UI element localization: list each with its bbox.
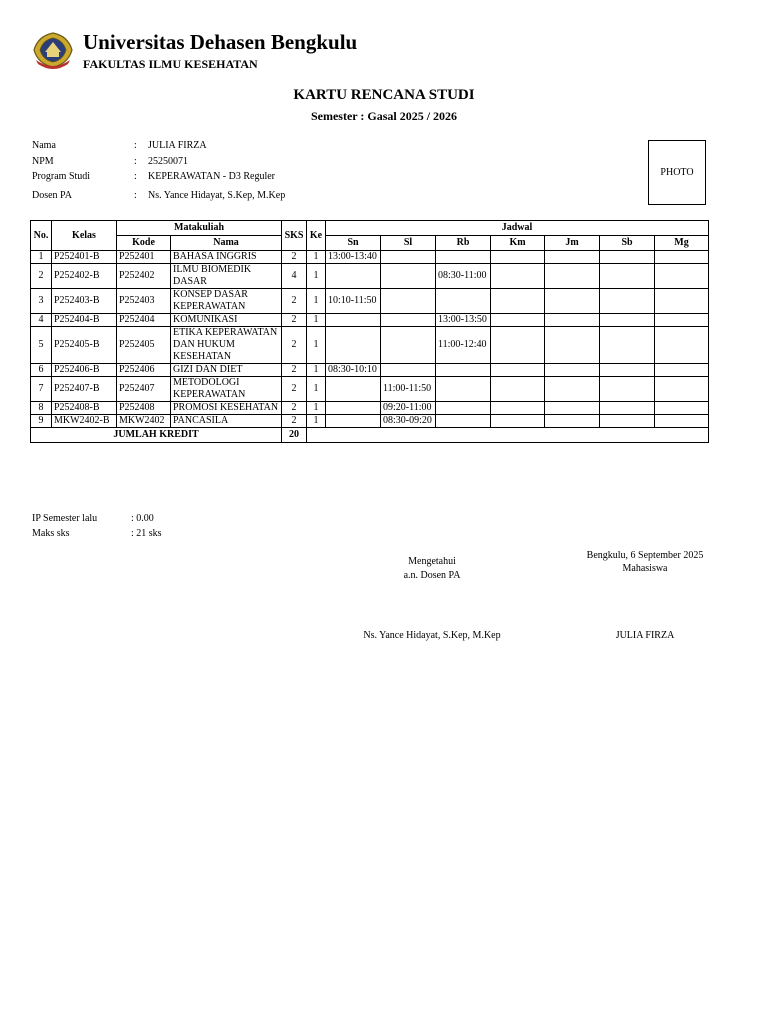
header-no: No. — [31, 221, 52, 251]
program-colon: : — [134, 171, 137, 182]
row-km — [491, 327, 545, 364]
header-day-jm: Jm — [545, 236, 600, 251]
header-day-sl: Sl — [381, 236, 436, 251]
row-rb — [436, 415, 491, 428]
table-row — [31, 415, 709, 428]
table-row — [31, 289, 709, 314]
row-no: 7 — [31, 377, 52, 402]
row-sl: 09:20-11:00 — [381, 402, 436, 415]
table-row — [31, 251, 709, 264]
row-no: 5 — [31, 327, 52, 364]
maks-sks-value: : 21 sks — [131, 528, 162, 539]
course-table — [30, 220, 709, 443]
row-sb — [600, 402, 655, 415]
row-sb — [600, 377, 655, 402]
row-rb — [436, 289, 491, 314]
row-kelas: P252406-B — [52, 364, 117, 377]
row-km — [491, 377, 545, 402]
table-row — [31, 264, 709, 289]
photo-box — [648, 140, 706, 205]
row-ke: 1 — [307, 289, 326, 314]
row-nama: PROMOSI KESEHATAN — [171, 402, 282, 415]
row-sn — [326, 327, 381, 364]
document-title: KARTU RENCANA STUDI — [293, 87, 475, 103]
row-nama: ILMU BIOMEDIK DASAR — [171, 264, 282, 289]
table-row — [31, 402, 709, 415]
npm-label: NPM — [32, 156, 54, 167]
row-nama: METODOLOGI KEPERAWATAN — [171, 377, 282, 402]
row-sl — [381, 251, 436, 264]
row-rb: 13:00-13:50 — [436, 314, 491, 327]
row-sb — [600, 364, 655, 377]
row-km — [491, 264, 545, 289]
row-sb — [600, 251, 655, 264]
row-kelas: P252405-B — [52, 327, 117, 364]
header-day-mg: Mg — [655, 236, 709, 251]
row-rb: 08:30-11:00 — [436, 264, 491, 289]
row-no: 1 — [31, 251, 52, 264]
row-sn — [326, 377, 381, 402]
row-ke: 1 — [307, 402, 326, 415]
row-sks: 2 — [282, 415, 307, 428]
semester-label: Semester : Gasal 2025 / 2026 — [310, 109, 458, 123]
row-sl: 08:30-09:20 — [381, 415, 436, 428]
row-sb — [600, 327, 655, 364]
ip-value: : 0.00 — [131, 513, 154, 524]
row-nama: PANCASILA — [171, 415, 282, 428]
row-no: 8 — [31, 402, 52, 415]
row-jm — [545, 402, 600, 415]
row-km — [491, 364, 545, 377]
row-no: 3 — [31, 289, 52, 314]
header-sks: SKS — [282, 221, 307, 251]
row-mg — [655, 327, 709, 364]
row-kode: P252407 — [117, 377, 171, 402]
faculty-name: FAKULTAS ILMU KESEHATAN — [83, 57, 258, 71]
row-mg — [655, 289, 709, 314]
row-nama: KOMUNIKASI — [171, 314, 282, 327]
total-sks: 20 — [282, 428, 307, 443]
header-kode: Kode — [117, 236, 171, 251]
row-no: 9 — [31, 415, 52, 428]
row-rb: 11:00-12:40 — [436, 327, 491, 364]
sig-right-line2: Mahasiswa — [622, 563, 668, 574]
table-row — [31, 314, 709, 327]
row-ke: 1 — [307, 314, 326, 327]
row-jm — [545, 327, 600, 364]
row-kelas: P252402-B — [52, 264, 117, 289]
header-day-sn: Sn — [326, 236, 381, 251]
advisor-label: Dosen PA — [32, 190, 72, 201]
row-km — [491, 289, 545, 314]
row-ke: 1 — [307, 264, 326, 289]
row-sl — [381, 327, 436, 364]
row-sb — [600, 289, 655, 314]
row-mg — [655, 402, 709, 415]
row-sl: 11:00-11:50 — [381, 377, 436, 402]
row-no: 4 — [31, 314, 52, 327]
row-jm — [545, 377, 600, 402]
row-sl — [381, 289, 436, 314]
header-jadwal: Jadwal — [326, 221, 709, 236]
row-nama: ETIKA KEPERAWATAN DAN HUKUM KESEHATAN — [171, 327, 282, 364]
row-sn — [326, 402, 381, 415]
table-row — [31, 327, 709, 364]
row-sn: 13:00-13:40 — [326, 251, 381, 264]
sig-right-line1: Bengkulu, 6 September 2025 — [586, 550, 704, 561]
row-sn: 10:10-11:50 — [326, 289, 381, 314]
ip-label: IP Semester lalu — [32, 513, 98, 524]
row-km — [491, 314, 545, 327]
row-rb — [436, 251, 491, 264]
row-mg — [655, 415, 709, 428]
row-kelas: P252404-B — [52, 314, 117, 327]
row-kode: P252406 — [117, 364, 171, 377]
maks-sks-label: Maks sks — [32, 528, 70, 539]
row-jm — [545, 289, 600, 314]
advisor-value: Ns. Yance Hidayat, S.Kep, M.Kep — [148, 190, 286, 201]
row-kode: P252403 — [117, 289, 171, 314]
row-kode: P252402 — [117, 264, 171, 289]
row-no: 2 — [31, 264, 52, 289]
sig-left-name: Ns. Yance Hidayat, S.Kep, M.Kep — [363, 630, 501, 641]
row-sks: 2 — [282, 251, 307, 264]
advisor-colon: : — [134, 190, 137, 201]
sig-left-line2: a.n. Dosen PA — [403, 570, 461, 581]
row-nama: BAHASA INGGRIS — [171, 251, 282, 264]
header-matakuliah: Matakuliah — [117, 221, 282, 236]
header-day-km: Km — [491, 236, 545, 251]
row-sks: 2 — [282, 364, 307, 377]
row-rb — [436, 364, 491, 377]
row-sn — [326, 415, 381, 428]
row-sn: 08:30-10:10 — [326, 364, 381, 377]
row-jm — [545, 415, 600, 428]
row-sks: 2 — [282, 314, 307, 327]
row-sb — [600, 264, 655, 289]
program-value: KEPERAWATAN - D3 Reguler — [148, 171, 275, 182]
row-mg — [655, 251, 709, 264]
program-label: Program Studi — [32, 171, 91, 182]
table-row — [31, 364, 709, 377]
row-sks: 2 — [282, 327, 307, 364]
row-jm — [545, 264, 600, 289]
total-row — [31, 428, 709, 443]
table-row — [31, 377, 709, 402]
row-kode: P252404 — [117, 314, 171, 327]
row-sks: 2 — [282, 402, 307, 415]
row-rb — [436, 402, 491, 415]
university-name: Universitas Dehasen Bengkulu — [83, 30, 358, 54]
row-kode: P252405 — [117, 327, 171, 364]
course-table-body — [31, 251, 709, 428]
row-jm — [545, 314, 600, 327]
sig-right-name: JULIA FIRZA — [615, 630, 675, 641]
row-ke: 1 — [307, 415, 326, 428]
row-jm — [545, 364, 600, 377]
row-sl — [381, 314, 436, 327]
row-sn — [326, 264, 381, 289]
row-ke: 1 — [307, 377, 326, 402]
row-kelas: MKW2402-B — [52, 415, 117, 428]
row-mg — [655, 364, 709, 377]
row-kode: MKW2402 — [117, 415, 171, 428]
row-no: 6 — [31, 364, 52, 377]
row-mg — [655, 314, 709, 327]
row-nama: KONSEP DASAR KEPERAWATAN — [171, 289, 282, 314]
row-sks: 2 — [282, 377, 307, 402]
row-km — [491, 415, 545, 428]
row-sb — [600, 314, 655, 327]
name-colon: : — [134, 140, 137, 151]
row-ke: 1 — [307, 327, 326, 364]
row-kelas: P252401-B — [52, 251, 117, 264]
row-kelas: P252407-B — [52, 377, 117, 402]
university-logo — [32, 30, 74, 70]
name-label: Nama — [32, 140, 56, 151]
row-mg — [655, 264, 709, 289]
row-sks: 2 — [282, 289, 307, 314]
name-value: JULIA FIRZA — [148, 140, 207, 151]
row-kode: P252408 — [117, 402, 171, 415]
row-ke: 1 — [307, 364, 326, 377]
row-mg — [655, 377, 709, 402]
photo-label: PHOTO — [660, 167, 694, 178]
sig-left-line1: Mengetahui — [408, 556, 456, 567]
header-nama: Nama — [171, 236, 282, 251]
row-nama: GIZI DAN DIET — [171, 364, 282, 377]
total-blank — [307, 428, 709, 443]
total-label: JUMLAH KREDIT — [31, 428, 282, 443]
npm-value: 25250071 — [148, 156, 188, 167]
row-sb — [600, 415, 655, 428]
row-km — [491, 251, 545, 264]
row-km — [491, 402, 545, 415]
row-sks: 4 — [282, 264, 307, 289]
row-ke: 1 — [307, 251, 326, 264]
row-kode: P252401 — [117, 251, 171, 264]
header-day-rb: Rb — [436, 236, 491, 251]
npm-colon: : — [134, 156, 137, 167]
row-sn — [326, 314, 381, 327]
row-kelas: P252403-B — [52, 289, 117, 314]
row-jm — [545, 251, 600, 264]
row-rb — [436, 377, 491, 402]
row-sl — [381, 364, 436, 377]
row-sl — [381, 264, 436, 289]
header-ke: Ke — [307, 221, 326, 251]
header-day-sb: Sb — [600, 236, 655, 251]
header-kelas: Kelas — [52, 221, 117, 251]
row-kelas: P252408-B — [52, 402, 117, 415]
